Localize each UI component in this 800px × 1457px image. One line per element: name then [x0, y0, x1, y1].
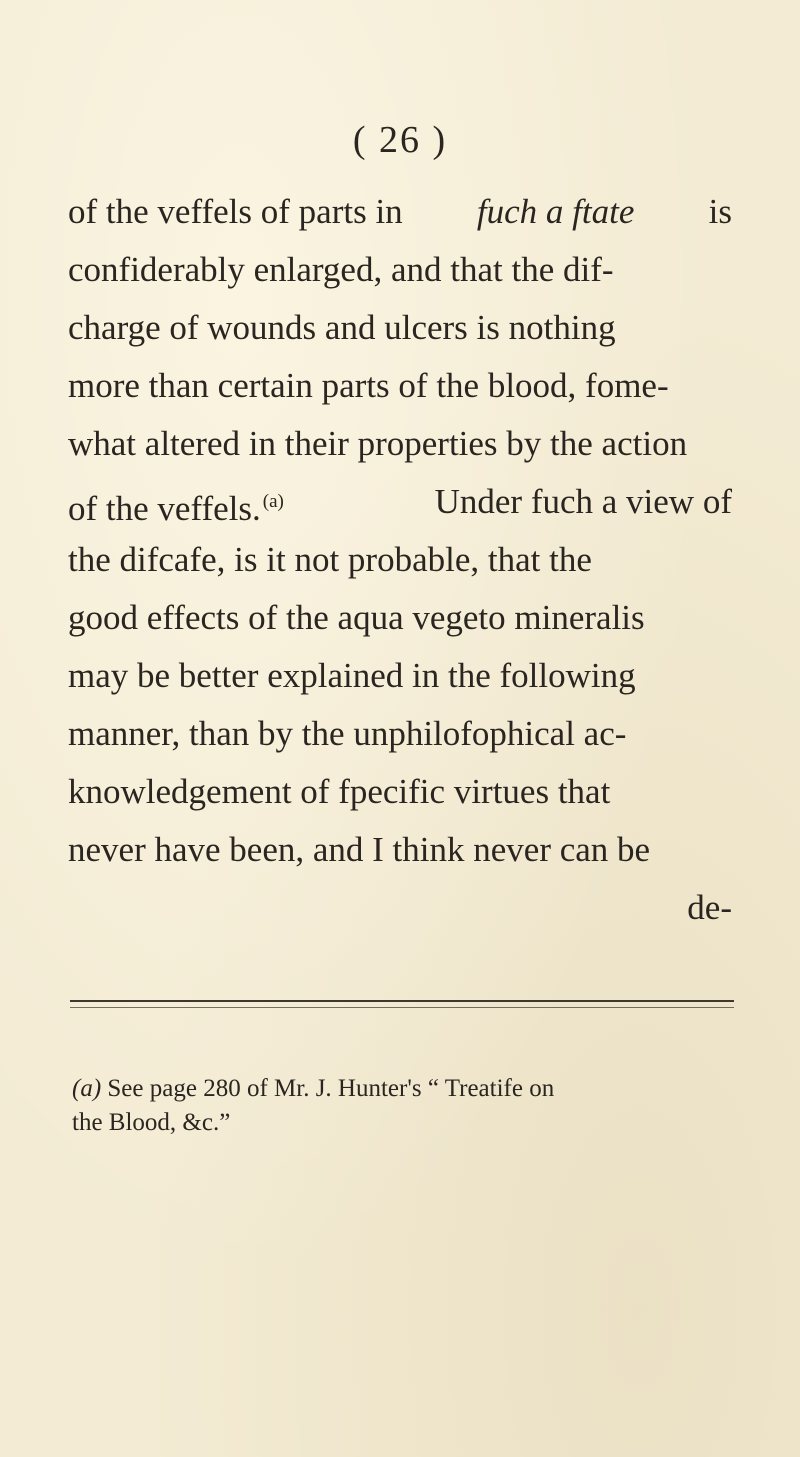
text-line-11: knowledgement of fpecific virtues that	[68, 772, 611, 811]
text-line-3: charge of wounds and ulcers is nothing	[68, 308, 616, 347]
page-number: ( 26 )	[352, 119, 448, 161]
text-line-8: good effects of the aqua vegeto mineralis	[68, 598, 645, 637]
text-line-7: the difcafe, is it not probable, that the	[68, 540, 592, 579]
line-1-part-a: of the veffels of parts in	[68, 192, 403, 231]
text-line-5: what altered in their properties by the action	[68, 424, 688, 463]
footnote-line-1	[72, 1072, 732, 1106]
footnote-marker: (a)	[72, 1075, 102, 1102]
footnote-rule	[70, 1000, 734, 1002]
line-6-part-b: Under fuch a view of	[434, 482, 732, 521]
text-line-10: manner, than by the unphilofophical ac-	[68, 714, 627, 753]
text-line-2: confiderably enlarged, and that the dif-	[68, 250, 614, 289]
line-1-part-c: is	[708, 192, 732, 231]
text-line-9: may be better explained in the following	[68, 656, 636, 695]
line-1-italic-phrase: fuch a ftate	[476, 192, 635, 231]
text-line-12: never have been, and I think never can be	[68, 830, 651, 869]
text-line-6	[68, 482, 732, 529]
text-line-4: more than certain parts of the blood, fome-	[68, 366, 669, 405]
line-6-text-a: of the veffels.	[68, 489, 261, 528]
catchword: de-	[687, 888, 732, 927]
footnote-rule-secondary	[70, 1007, 734, 1008]
line-6-part-a	[68, 482, 284, 529]
footnote-reference: (a)	[262, 491, 284, 512]
footnote-text-1: See page 280 of Mr. J. Hunter's “ Treatife on	[107, 1075, 555, 1102]
text-line-1	[68, 192, 732, 232]
footnote-line-2: the Blood, &c.”	[72, 1109, 231, 1136]
